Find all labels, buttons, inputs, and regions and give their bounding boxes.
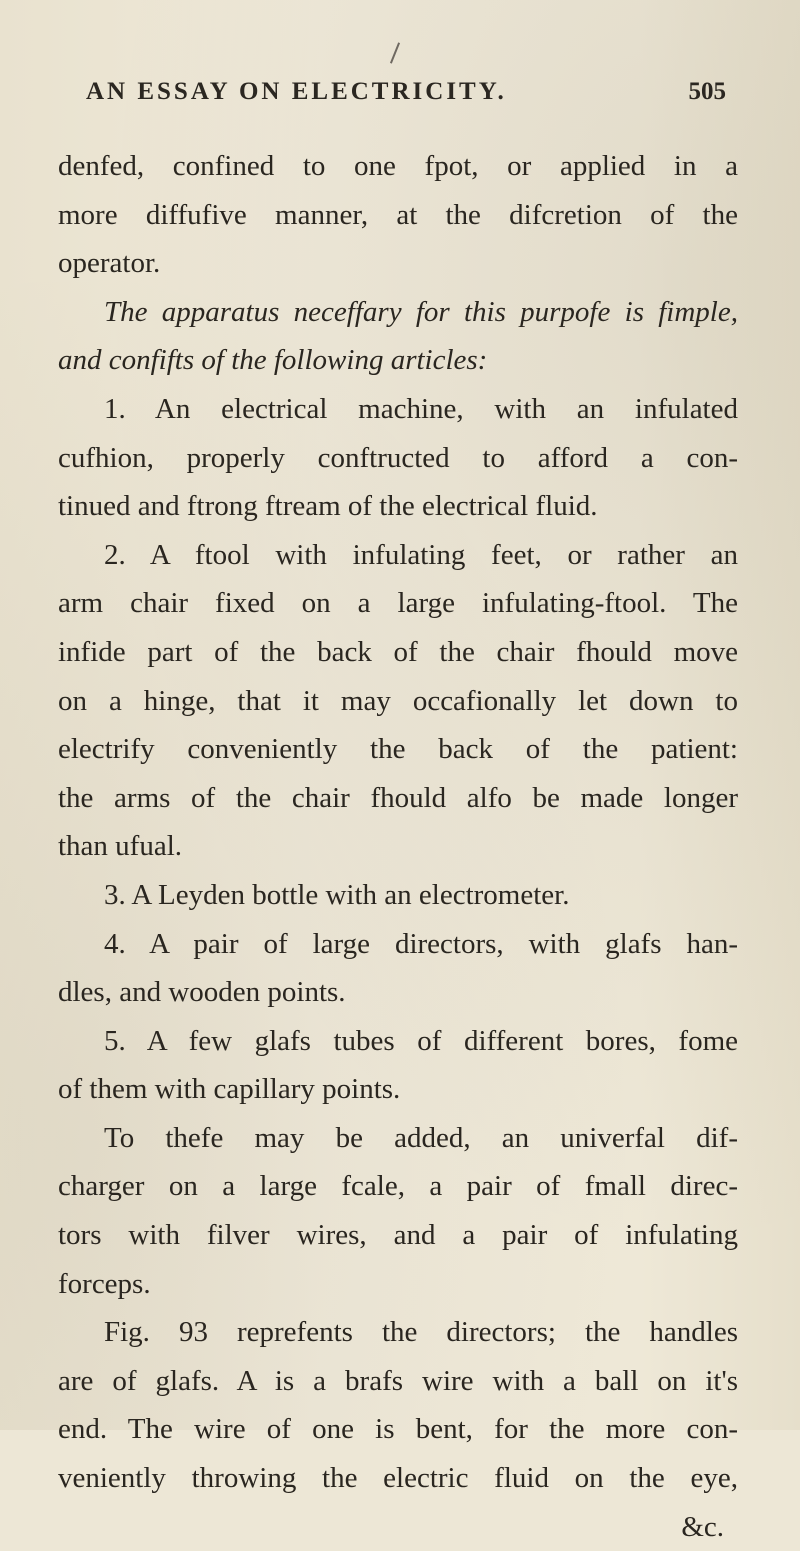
text-line: To thefe may be added, an univerfal dif- bbox=[104, 1121, 738, 1154]
text-line: cufhion, properly conftructed to afford a con- bbox=[58, 441, 738, 474]
text-line: the arms of the chair fhould alfo be made longer bbox=[58, 781, 738, 814]
text-line: tinued and ftrong ftream of the electrical fluid. bbox=[58, 490, 598, 523]
page-number: 505 bbox=[688, 78, 726, 105]
text-line: electrify conveniently the back of the patient: bbox=[58, 733, 738, 766]
text-line: more diffufive manner, at the difcretion of the bbox=[58, 198, 738, 231]
running-title: AN ESSAY ON ELECTRICITY. bbox=[86, 78, 507, 105]
running-head bbox=[48, 78, 752, 118]
text-line: veniently throwing the electric fluid on the eye, bbox=[58, 1462, 738, 1495]
text-line: The apparatus neceffary for this purpofe is fimple, bbox=[104, 295, 738, 328]
text-line: dles, and wooden points. bbox=[58, 976, 346, 1009]
text-line: operator. bbox=[58, 247, 161, 280]
text-line: Fig. 93 reprefents the directors; the handles bbox=[104, 1316, 738, 1349]
catchword: &c. bbox=[681, 1510, 724, 1543]
body-text bbox=[58, 142, 738, 1551]
stray-pen-mark bbox=[390, 42, 400, 63]
text-line: 2. A ftool with infulating feet, or rather an bbox=[104, 538, 738, 571]
text-line: than ufual. bbox=[58, 830, 183, 863]
text-line: 3. A Leyden bottle with an electrometer. bbox=[104, 878, 570, 911]
text-line: end. The wire of one is bent, for the more con- bbox=[58, 1413, 738, 1446]
text-line: 4. A pair of large directors, with glafs han- bbox=[104, 927, 738, 960]
text-line: forceps. bbox=[58, 1267, 151, 1300]
text-line: charger on a large fcale, a pair of fmall direc- bbox=[58, 1170, 738, 1203]
text-line: denfed, confined to one fpot, or applied in a bbox=[58, 150, 738, 182]
text-line: infide part of the back of the chair fhould move bbox=[58, 635, 738, 668]
text-line: tors with filver wires, and a pair of infulating bbox=[58, 1219, 738, 1252]
text-line: arm chair fixed on a large infulating-ftool. The bbox=[58, 587, 738, 620]
text-line: and confifts of the following articles: bbox=[58, 344, 488, 377]
text-line: on a hinge, that it may occafionally let down to bbox=[58, 684, 738, 717]
text-line: of them with capillary points. bbox=[58, 1073, 401, 1106]
text-line: 1. An electrical machine, with an infulated bbox=[104, 392, 738, 425]
text-line: 5. A few glafs tubes of different bores, fome bbox=[104, 1024, 738, 1057]
text-line: are of glafs. A is a brafs wire with a ball on it's bbox=[58, 1364, 738, 1397]
